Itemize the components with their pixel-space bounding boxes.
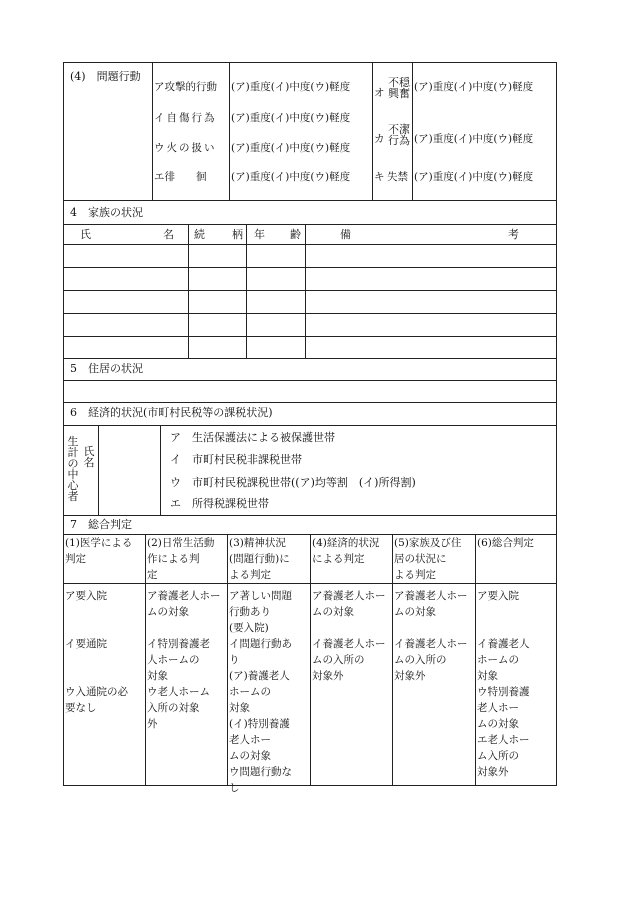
behavior-divider-4 — [412, 62, 413, 200]
family-row-5 — [63, 336, 557, 337]
behavior-scale-fire: (ア)重度(イ)中度(ウ)軽度 — [231, 142, 351, 154]
frame-left — [63, 62, 64, 786]
behavior-item-unrest: 不穏興奮 — [388, 76, 410, 100]
judgment-title: 7 総合判定 — [70, 518, 132, 531]
economic-bottom — [63, 515, 557, 516]
judgment-col-4 — [392, 534, 393, 786]
family-row-1 — [63, 244, 557, 245]
economic-title: 6 経済的状況(市町村民税等の課税状況) — [70, 406, 273, 419]
family-header-note-b: 考 — [508, 228, 519, 241]
family-row-2 — [63, 267, 557, 268]
family-row-4 — [63, 313, 557, 314]
family-title: 4 家族の状況 — [70, 206, 143, 219]
judgment-cell-overall: ア要入院 イ養護老人 ホームの 対象 ウ特別養護 老人ホー ムの対象 エ老人ホー ム入所の 対象外 — [477, 590, 530, 778]
judgment-col-2 — [227, 534, 228, 786]
economic-col-1 — [98, 425, 99, 515]
economic-option-2: イ 市町村民税非課税世帯 — [170, 453, 302, 466]
housing-rule-2 — [63, 402, 557, 403]
economic-option-3: ウ 市町村民税課税世帯((ア)均等割 (イ)所得割) — [170, 476, 416, 489]
frame-top — [63, 62, 557, 63]
housing-rule-1 — [63, 380, 557, 381]
behavior-item-attack: ア攻撃的行動 — [154, 81, 217, 93]
behavior-divider-1 — [152, 62, 153, 200]
family-header-age-a: 年 — [254, 228, 265, 241]
judgment-header-overall: (6)総合判定 — [477, 537, 534, 549]
housing-title: 5 住居の状況 — [70, 362, 143, 375]
judgment-cell-adl: ア養護老人ホー ムの対象 イ特別養護老 人ホームの 対象 ウ老人ホーム 入所の対象 外 — [147, 590, 221, 730]
behavior-divider-2 — [229, 62, 230, 200]
judgment-header-adl: (2)日常生活動 作による判 定 — [147, 537, 215, 581]
family-row-3 — [63, 290, 557, 291]
behavior-divider-3 — [372, 62, 373, 200]
judgment-col-1 — [145, 534, 146, 786]
judgment-col-5 — [475, 534, 476, 786]
judgment-header-mental: (3)精神状況 (問題行動)に よる判定 — [229, 537, 290, 581]
family-header-age-b: 齢 — [290, 228, 301, 241]
behavior-prefix-unrest: オ — [374, 87, 385, 99]
behavior-label: (4) 問題行動 — [70, 70, 141, 83]
economic-option-4: エ 所得税課税世帯 — [170, 497, 269, 510]
behavior-scale-unrest: (ア)重度(イ)中度(ウ)軽度 — [414, 81, 534, 93]
behavior-item-fire: ウ火の扱い — [154, 142, 217, 154]
judgment-col-3 — [310, 534, 311, 786]
judgment-header-economic: (4)経済的状況 による判定 — [312, 537, 380, 565]
behavior-scale-unclean: (ア)重度(イ)中度(ウ)軽度 — [414, 133, 534, 145]
behavior-scale-wander: (ア)重度(イ)中度(ウ)軽度 — [231, 171, 351, 183]
family-header-rel-a: 続 — [194, 228, 205, 241]
frame-right — [556, 62, 557, 786]
judgment-cell-family: ア養護老人ホー ムの対象 イ養護老人ホー ムの入所の 対象外 — [394, 590, 468, 682]
behavior-item-incontinence: 失禁 — [387, 171, 408, 183]
economic-sublabel: 氏名 — [83, 445, 95, 469]
judgment-cell-economic: ア養護老人ホー ムの対象 イ養護老人ホー ムの入所の 対象外 — [312, 590, 386, 682]
economic-rule — [63, 425, 557, 426]
behavior-item-unclean: 不潔行為 — [388, 123, 410, 147]
family-header-name-b: 名 — [163, 228, 174, 241]
behavior-prefix-unclean: カ — [374, 133, 385, 145]
behavior-scale-incontinence: (ア)重度(イ)中度(ウ)軽度 — [414, 171, 534, 183]
economic-label: 生計の中心者 — [67, 435, 79, 503]
judgment-cell-medical: ア要入院 イ要通院 ウ入通院の必 要なし — [65, 590, 128, 714]
behavior-item-selfharm: イ自傷行為 — [154, 112, 217, 124]
behavior-scale-attack: (ア)重度(イ)中度(ウ)軽度 — [231, 81, 351, 93]
economic-option-1: ア 生活保護法による被保護世帯 — [170, 431, 335, 444]
behavior-scale-selfharm: (ア)重度(イ)中度(ウ)軽度 — [231, 112, 351, 124]
family-bottom — [63, 358, 557, 359]
judgment-header-family: (5)家族及び住 居の状況に よる判定 — [394, 537, 462, 581]
judgment-header-medical: (1)医学による 判定 — [65, 537, 133, 565]
judgment-cell-mental: ア著しい問題 行動あり (要入院) イ問題行動あ り (ア)養護老人 ホームの 対象 (イ)特別養護 老人ホー ムの対象 ウ問題行動な し — [229, 590, 292, 794]
family-header-note-a: 備 — [340, 228, 351, 241]
behavior-item-wander: エ徘 徊 — [154, 171, 207, 183]
family-header-name-a: 氏 — [80, 228, 91, 241]
economic-col-2 — [160, 425, 161, 515]
behavior-prefix-incontinence: キ — [374, 171, 385, 183]
section4-top-rule — [63, 200, 557, 201]
family-header-top — [63, 224, 557, 225]
family-header-rel-b: 柄 — [232, 228, 243, 241]
